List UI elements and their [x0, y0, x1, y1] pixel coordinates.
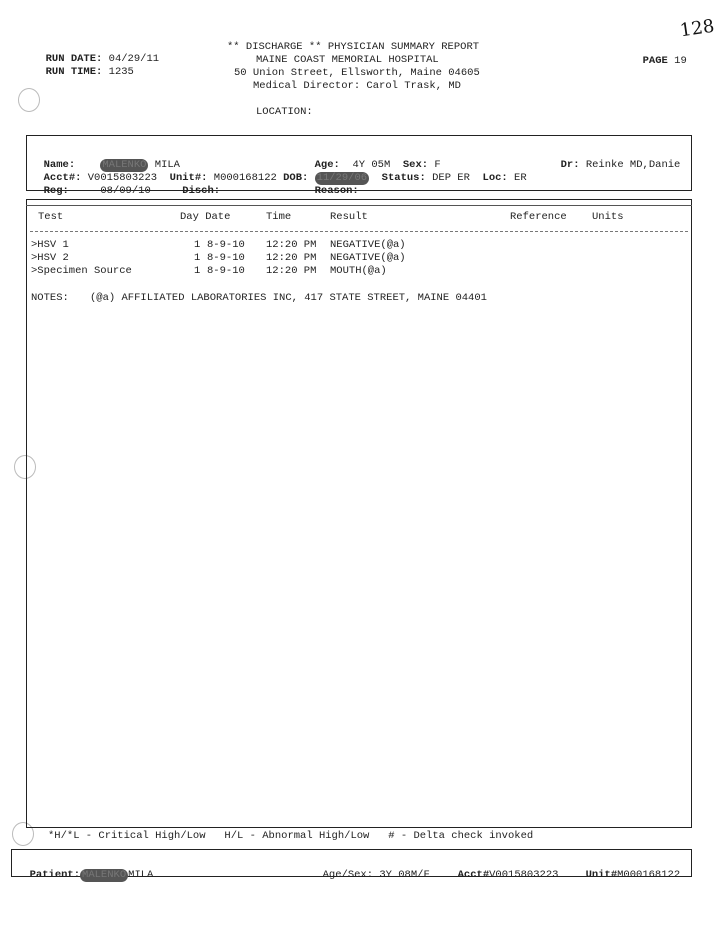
- footer-account: Acct#V0015803223: [457, 869, 559, 881]
- registration-row: Reg: 08/09/10 Disch:: [43, 185, 221, 197]
- redacted-dob: 11/29/06: [316, 172, 368, 184]
- patient-name: Name: MALENKO MILA: [43, 159, 180, 171]
- notes-text: (@a) AFFILIATED LABORATORIES INC, 417 STATE STREET, MAINE 04401: [90, 292, 487, 304]
- notes-label: NOTES:: [31, 292, 69, 304]
- location-label: LOCATION:: [256, 106, 313, 118]
- col-result: Result: [330, 211, 368, 223]
- handwritten-page-number: 128: [678, 15, 716, 42]
- footer-unit: Unit#M000168122: [585, 869, 681, 881]
- hospital-address: 50 Union Street, Ellsworth, Maine 04605: [234, 67, 480, 79]
- footer-patient: Patient: MALENKO MILA: [29, 869, 154, 881]
- footer-agesex: Age/Sex: 3Y 08M/F: [322, 869, 430, 881]
- flag-legend: *H/*L - Critical High/Low H/L - Abnormal High/Low # - Delta check invoked: [48, 830, 534, 842]
- run-date: RUN DATE: 04/29/11: [45, 53, 160, 65]
- page-number: PAGE 19: [642, 55, 687, 67]
- col-time: Time: [266, 211, 292, 223]
- divider: [26, 205, 692, 206]
- redacted-last-name: MALENKO: [102, 159, 147, 171]
- run-time: RUN TIME: 1235: [45, 66, 134, 78]
- account-row: Acct#: V0015803223 Unit#: M000168122 DOB: 11/29/06 Status: DEP ER Loc: ER: [43, 172, 527, 184]
- col-day-date: Day Date: [180, 211, 231, 223]
- redacted-patient-name: MALENKO: [82, 869, 127, 881]
- punch-hole-top: [18, 88, 40, 112]
- col-reference: Reference: [510, 211, 567, 223]
- medical-director: Medical Director: Carol Trask, MD: [253, 80, 461, 92]
- reason: Reason:: [314, 185, 359, 197]
- hospital-name: MAINE COAST MEMORIAL HOSPITAL: [256, 54, 439, 66]
- divider: [30, 231, 688, 232]
- report-title: ** DISCHARGE ** PHYSICIAN SUMMARY REPORT: [227, 41, 480, 53]
- doctor: Dr: Reinke MD,Danie: [560, 159, 681, 171]
- patient-age-sex: Age: 4Y 05M Sex: F: [314, 159, 441, 171]
- col-test: Test: [38, 211, 64, 223]
- col-units: Units: [592, 211, 624, 223]
